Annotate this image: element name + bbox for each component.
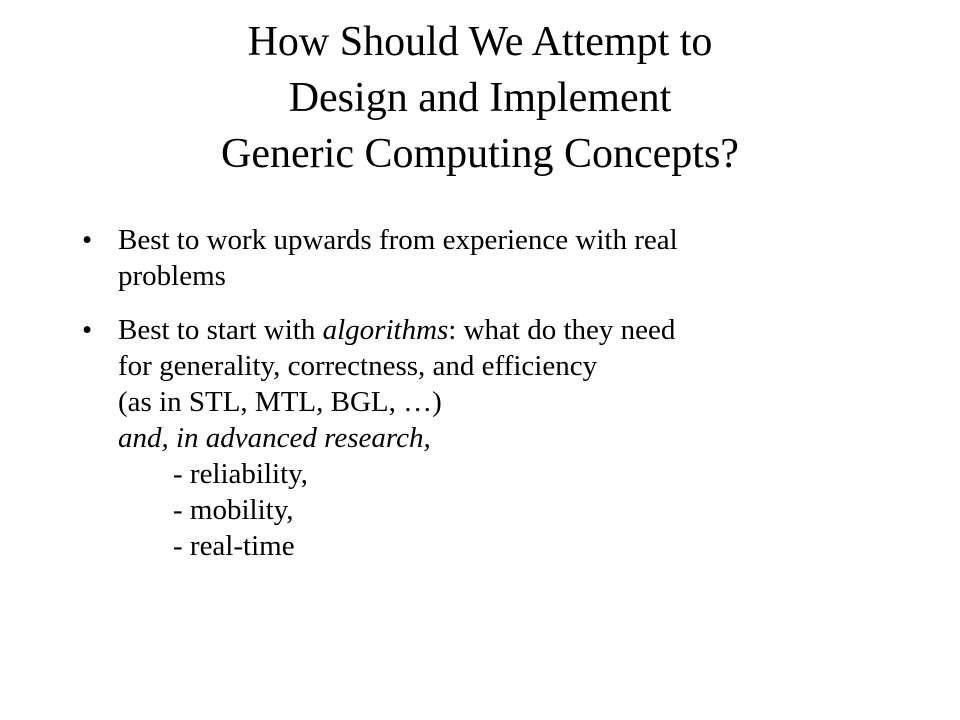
bullet-item-1 — [76, 222, 896, 294]
bullet-2-line-1-post: : what do they need — [448, 314, 676, 346]
bullet-2-line-2: for generality, correctness, and efficiency — [118, 350, 598, 382]
bullet-2-line-4: and, in advanced research, — [118, 422, 431, 454]
bullet-1-line-2: problems — [118, 260, 226, 292]
bullet-list — [76, 222, 896, 582]
sub-item-real-time: - real-time — [173, 530, 295, 562]
sub-item-reliability: - reliability, — [173, 458, 309, 490]
bullet-2-line-1-pre: Best to start with — [118, 314, 323, 346]
bullet-dot-icon: • — [82, 314, 93, 346]
bullet-dot-icon: • — [82, 224, 93, 256]
bullet-2-emphasis: algorithms — [322, 314, 449, 346]
title-line-2: Design and Implement — [288, 75, 672, 121]
bullet-1-line-1: Best to work upwards from experience with real — [118, 224, 678, 256]
bullet-2-line-1 — [118, 312, 896, 348]
slide-title — [0, 14, 960, 182]
title-line-3: Generic Computing Concepts? — [221, 131, 739, 177]
bullet-item-2 — [76, 312, 896, 564]
title-line-1: How Should We Attempt to — [247, 19, 713, 65]
bullet-2-line-3: (as in STL, MTL, BGL, …) — [118, 386, 442, 418]
sub-item-mobility: - mobility, — [173, 494, 294, 526]
